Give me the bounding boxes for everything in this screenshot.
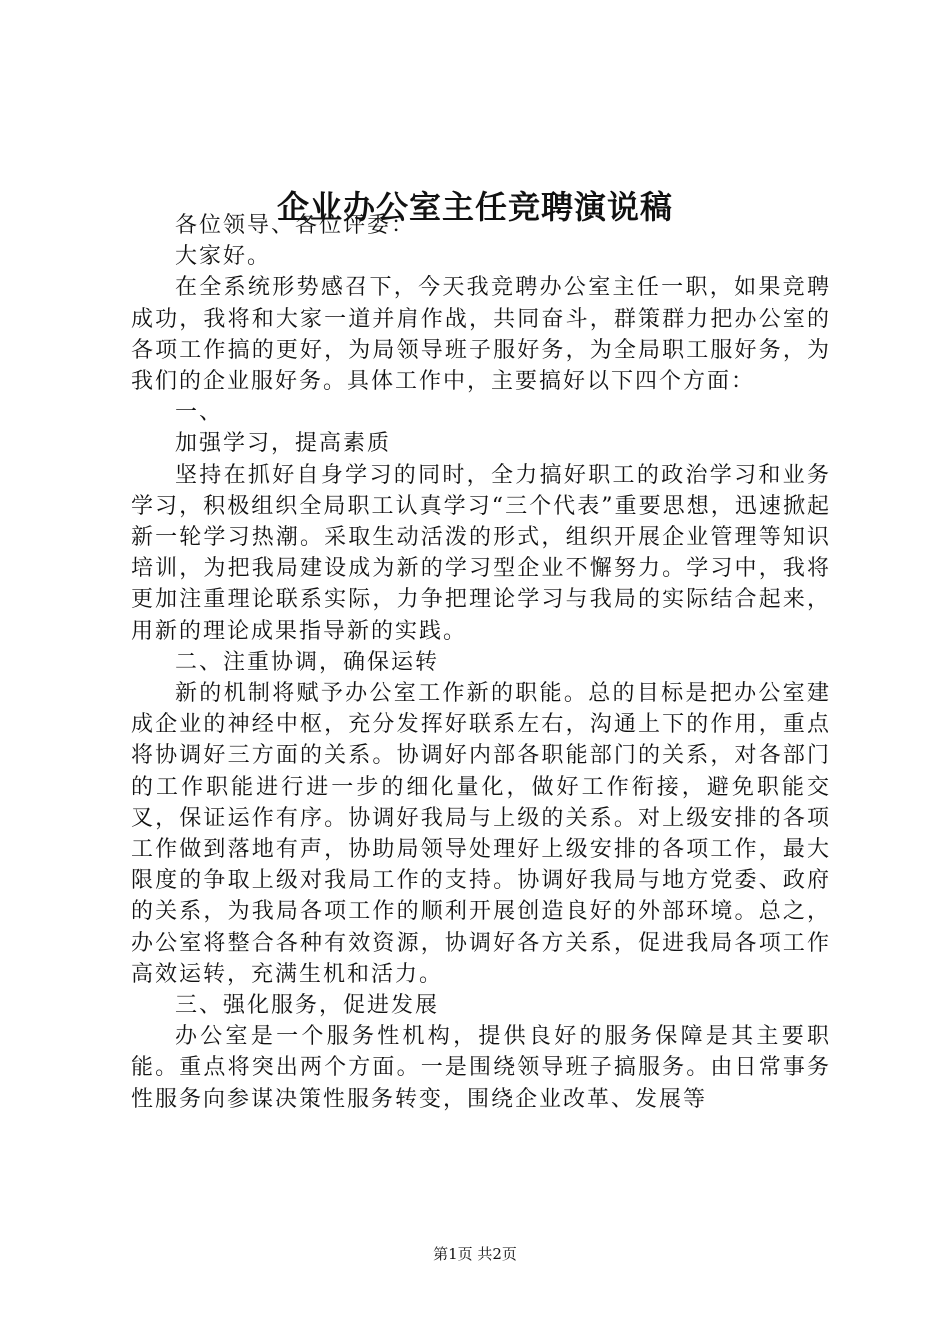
paragraph-section-one: 坚持在抓好自身学习的同时，全力搞好职工的政治学习和业务学习，积极组织全局职工认真学习“三个代表”重要思想，迅速掀起新一轮学习热潮。采取生动活泼的形式，组织开展企业管理等知识培训，为把我局建设成为新的学习型企业不懈努力。学习中，我将更加注重理论联系实际，力争把理论学习与我局的实际结合起来，用新的理论成果指导新的实践。 bbox=[131, 462, 831, 644]
section-heading-two: 二、注重协调，确保运转 bbox=[175, 649, 440, 675]
document-body bbox=[131, 210, 831, 1115]
section-heading-three: 三、强化服务，促进发展 bbox=[175, 993, 440, 1019]
paragraph-intro: 在全系统形势感召下，今天我竞聘办公室主任一职，如果竞聘成功，我将和大家一道并肩作战，共同奋斗，群策群力把办公室的各项工作搞的更好，为局领导班子服好务，为全局职工服好务，为我们的企业服好务。具体工作中，主要搞好以下四个方面： bbox=[131, 275, 831, 395]
section-heading-one: 加强学习，提高素质 bbox=[175, 431, 392, 457]
document-title: 企业办公室主任竞聘演说稿 bbox=[276, 188, 673, 226]
paragraph-greeting: 各位领导、各位评委： bbox=[175, 213, 416, 238]
paragraph-section-two: 新的机制将赋予办公室工作新的职能。总的目标是把办公室建成企业的神经中枢，充分发挥好联系左右，沟通上下的作用，重点将协调好三方面的关系。协调好内部各职能部门的关系，对各部门的工作职能进行进一步的细化量化，做好工作衔接，避免职能交叉，保证运作有序。协调好我局与上级的关系。对上级安排的各项工作做到落地有声，协助局领导处理好上级安排的各项工作，最大限度的争取上级对我局工作的支持。协调好我局与地方党委、政府的关系，为我局各项工作的顺利开展创造良好的外部环境。总之，办公室将整合各种有效资源，协调好各方关系，促进我局各项工作高效运转，充满生机和活力。 bbox=[131, 681, 831, 987]
page-footer: 第1页 共2页 bbox=[433, 1245, 517, 1263]
paragraph-section-three: 办公室是一个服务性机构，提供良好的服务保障是其主要职能。重点将突出两个方面。一是围绕领导班子搞服务。由日常事务性服务向参谋决策性服务转变，围绕企业改革、发展等 bbox=[131, 1024, 831, 1112]
section-number-one: 一、 bbox=[175, 400, 224, 426]
paragraph-hello: 大家好。 bbox=[175, 244, 272, 270]
